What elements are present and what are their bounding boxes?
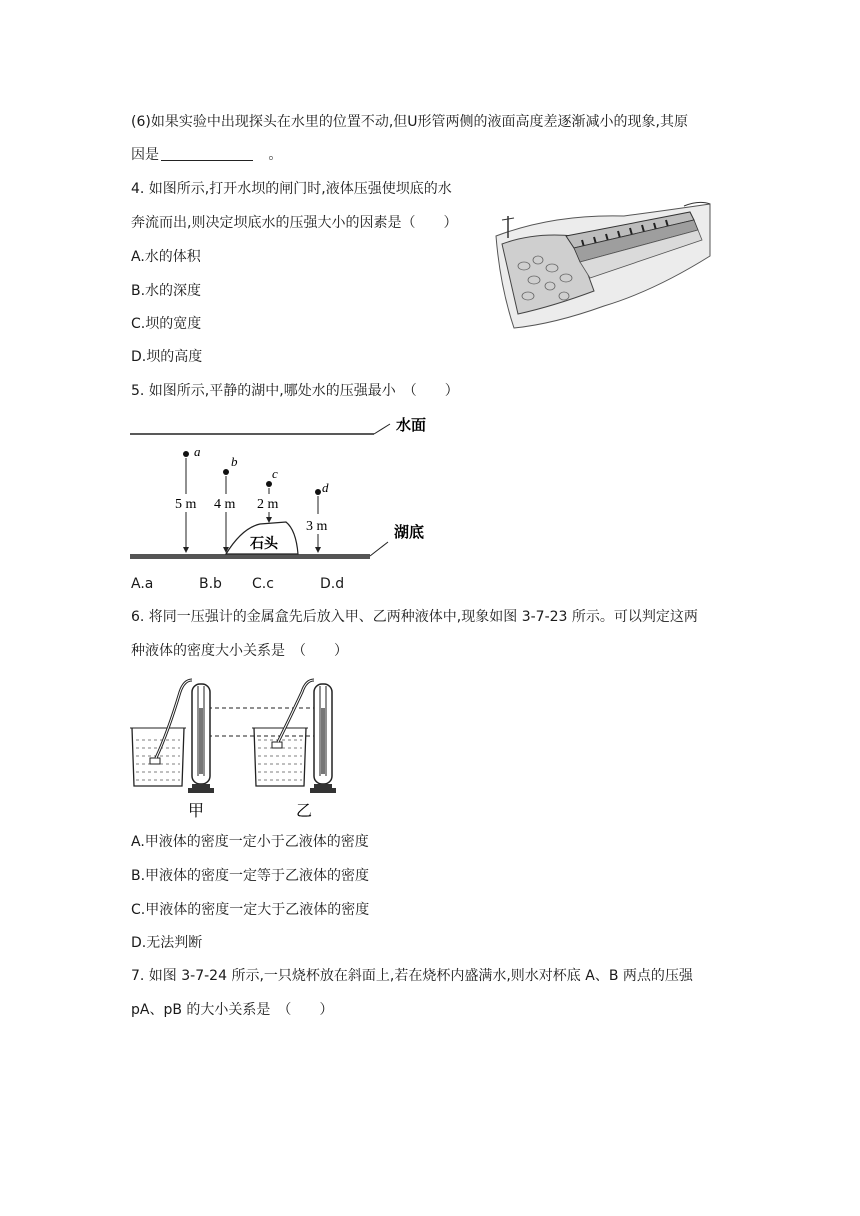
q6-stem-line1: 6. 将同一压强计的金属盒先后放入甲、乙两种液体中,现象如图 3-7-23 所示。可以判定这两 (131, 609, 698, 625)
q6-option-b[interactable]: B.甲液体的密度一定等于乙液体的密度 (131, 868, 370, 884)
depth-c-label: 2 m (257, 497, 279, 512)
point-d (315, 489, 321, 495)
water-surface-label: 水面 (396, 416, 427, 434)
beaker-left (130, 680, 192, 786)
q5-option-d[interactable]: D.d (320, 576, 345, 592)
lake-bottom (130, 554, 370, 559)
dam-illustration (494, 196, 714, 334)
q4-stem-line2: 奔流而出,则决定坝底水的压强大小的因素是（ ） (131, 215, 458, 231)
q6-tail-line1: (6)如果实验中出现探头在水里的位置不动,但U形管两侧的液面高度差逐渐减小的现象,其原 (131, 114, 688, 130)
depth-b-label: 4 m (214, 497, 236, 512)
q4-stem-line1: 4. 如图所示,打开水坝的闸门时,液体压强使坝底的水 (131, 181, 452, 197)
depth-d-label: 3 m (306, 519, 328, 534)
q4-option-a[interactable]: A.水的体积 (131, 249, 201, 265)
point-c-label: c (272, 466, 278, 481)
q7-stem-line1: 7. 如图 3-7-24 所示,一只烧杯放在斜面上,若在烧杯内盛满水,则水对杯底 A、B 两点的压强 (131, 968, 693, 984)
depth-a-label: 5 m (175, 497, 197, 512)
q6-option-d[interactable]: D.无法判断 (131, 935, 203, 951)
q5-option-b[interactable]: B.b (199, 576, 222, 592)
u-tube-left (188, 684, 214, 793)
q6-tail-prefix: 因是 (131, 147, 159, 163)
q7-stem-line2: pA、pB 的大小关系是 （ ） (131, 1002, 334, 1018)
q6-stem-line2: 种液体的密度大小关系是 （ ） (131, 643, 348, 659)
q5-options (0, 574, 860, 594)
q5-stem: 5. 如图所示,平静的湖中,哪处水的压强最小 （ ） (131, 383, 459, 399)
q6-tail-line2 (131, 145, 282, 165)
q5-option-c[interactable]: C.c (252, 576, 274, 592)
q4-option-d[interactable]: D.坝的高度 (131, 349, 203, 365)
q4-option-c[interactable]: C.坝的宽度 (131, 316, 202, 332)
label-yi: 乙 (296, 801, 313, 820)
point-b-label: b (231, 454, 238, 469)
lake-figure (128, 414, 444, 566)
q4-option-b[interactable]: B.水的深度 (131, 283, 202, 299)
q6-tail-suffix: 。 (268, 147, 283, 163)
beaker-right (252, 680, 314, 786)
q6-option-c[interactable]: C.甲液体的密度一定大于乙液体的密度 (131, 902, 370, 918)
answer-blank[interactable] (161, 146, 253, 161)
point-b (223, 469, 229, 475)
point-a-label: a (194, 444, 201, 459)
point-a (183, 451, 189, 457)
label-jia: 甲 (188, 801, 205, 820)
q6-option-a[interactable]: A.甲液体的密度一定小于乙液体的密度 (131, 834, 369, 850)
stone-label: 石头 (250, 536, 278, 552)
u-tube-right (310, 684, 336, 793)
q5-option-a[interactable]: A.a (131, 576, 154, 592)
lake-bottom-label: 湖底 (394, 523, 425, 541)
point-c (266, 481, 272, 487)
point-d-label: d (322, 480, 329, 495)
pressure-gauge-figure (128, 672, 348, 822)
